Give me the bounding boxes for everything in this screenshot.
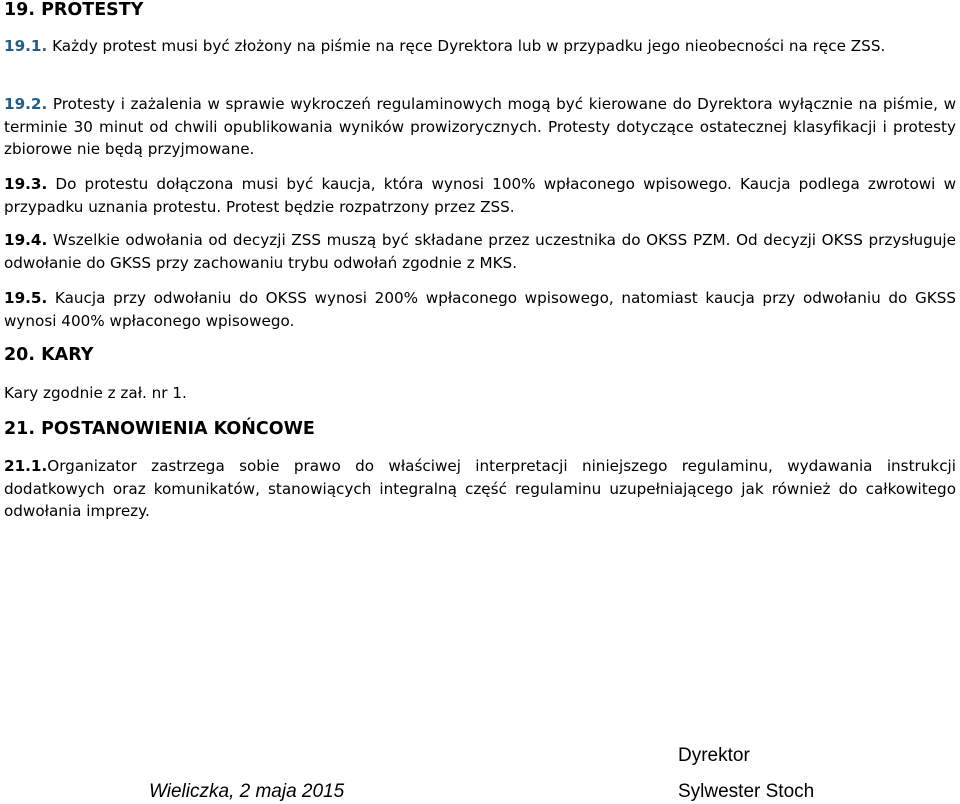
paragraph-19-3 <box>4 173 956 218</box>
paragraph-19-4 <box>4 229 956 274</box>
paragraph-number: 19.2. <box>4 95 48 113</box>
paragraph-text: Kaucja przy odwołaniu do OKSS wynosi 200% wpłaconego wpisowego, natomiast kaucja przy odwołaniu do GKSS wynosi 400% wpłaconego wpisowego. <box>4 289 956 330</box>
paragraph-19-5 <box>4 287 956 332</box>
paragraph-text: Każdy protest musi być złożony na piśmie na ręce Dyrektora lub w przypadku jego nieobecności na ręce ZSS. <box>47 37 886 55</box>
place-date: Wieliczka, 2 maja 2015 <box>149 781 345 802</box>
paragraph-text: Organizator zastrzega sobie prawo do właściwej interpretacji niniejszego regulaminu, wydawania instrukcji dodatkowych oraz komunikatów, stanowiących integralną część regulaminu uzupełniającego jak również do całkowitego odwołania imprezy. <box>4 457 956 520</box>
paragraph-19-2 <box>4 93 956 161</box>
paragraph-number: 19.4. <box>4 231 48 249</box>
paragraph-21-1 <box>4 455 956 523</box>
paragraph-text: Wszelkie odwołania od decyzji ZSS muszą być składane przez uczestnika do OKSS PZM. Od decyzji OKSS przysługuje odwołanie do GKSS przy zachowaniu trybu odwołań zgodnie z MKS. <box>4 231 956 272</box>
paragraph-text: Protesty i zażalenia w sprawie wykroczeń regulaminowych mogą być kierowane do Dyrektora wyłącznie na piśmie, w terminie 30 minut od chwili opublikowania wyników prowizorycznych. Protesty dotyczące ostatecznej klasyfikacji i protesty zbiorowe nie będą przyjmowane. <box>4 95 956 158</box>
section-21-heading: 21. POSTANOWIENIA KOŃCOWE <box>4 419 315 439</box>
signature-role: Dyrektor <box>678 745 750 766</box>
paragraph-number: 19.3. <box>4 175 48 193</box>
paragraph-number: 21.1. <box>4 457 48 475</box>
section-20-heading: 20. KARY <box>4 345 94 365</box>
paragraph-text: Do protestu dołączona musi być kaucja, która wynosi 100% wpłaconego wpisowego. Kaucja podlega zwrotowi w przypadku uznania protestu. Protest będzie rozpatrzony przez ZSS. <box>4 175 956 216</box>
paragraph-number: 19.5. <box>4 289 48 307</box>
kary-text: Kary zgodnie z zał. nr 1. <box>4 384 187 402</box>
signature-name: Sylwester Stoch <box>678 781 815 802</box>
section-19-heading: 19. PROTESTY <box>4 0 144 20</box>
paragraph-19-1 <box>4 35 956 58</box>
paragraph-number: 19.1. <box>4 37 48 55</box>
